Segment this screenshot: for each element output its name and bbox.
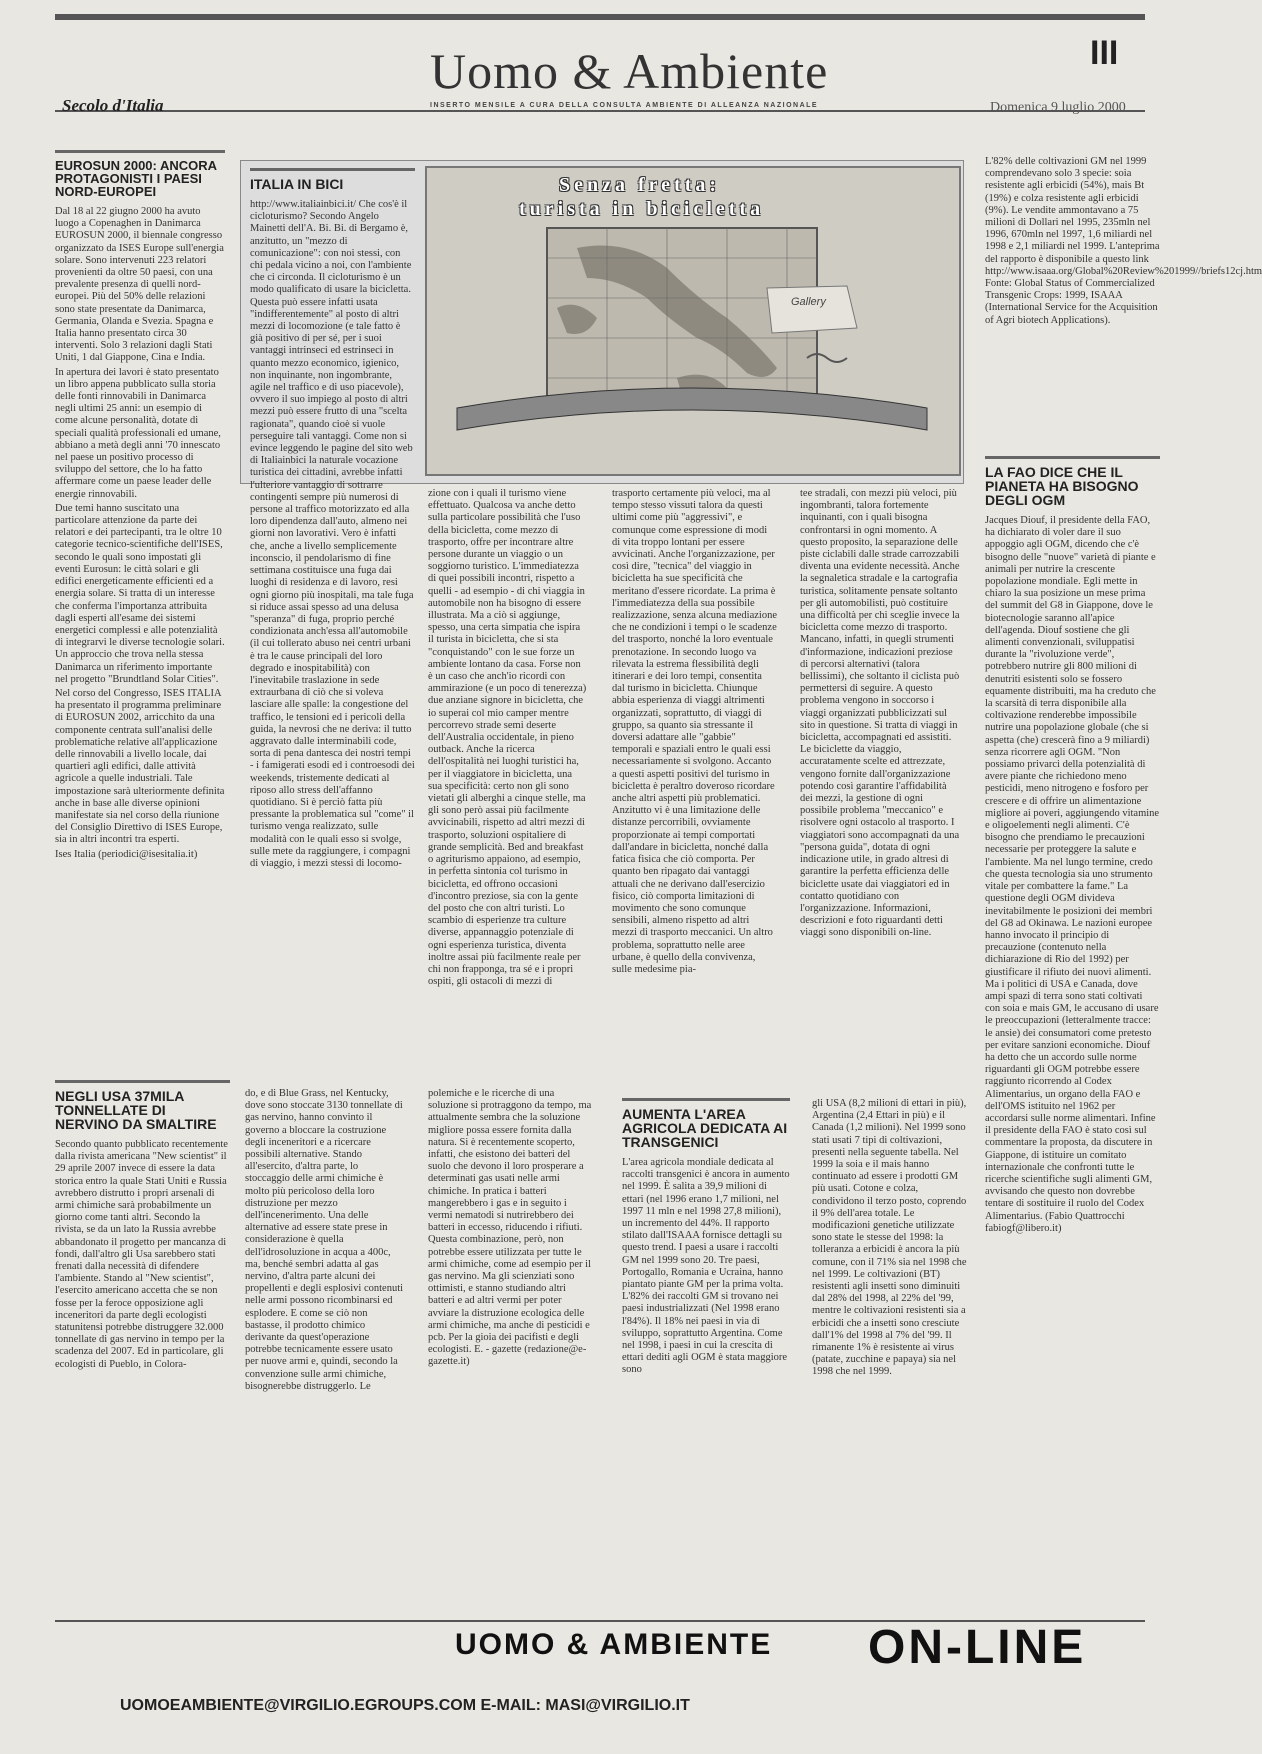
- transgenici-text: L'area agricola mondiale dedicata al raccolti transgenici è ancora in aumento nel 1999. È salita a 39,9 milioni di ettari (nel 1996 erano 1,7 milioni, nel 1997 11 mln e nel 1998 27,8 milioni), un incremento del 44%. Il rapporto stilato dall'ISAAA fornisce dettagli su questo trend. I paesi a usare i raccolti GM nel 1999 sono 20. Tre paesi, Portogallo, Romania e Ucraina, hanno piantato piante GM per la prima volta. L'82% dei raccolti GM si trovano nei paesi industrializzati (Nel 1998 erano l'84%). Il 18% nei paesi in via di sviluppo, soprattutto Argentina. Come nel 1998, i paesi in cui la crescita di ettari dediti agli OGM è stata maggiore sono: [622, 1157, 790, 1376]
- article-rule: [622, 1098, 790, 1101]
- bici-col-1: [250, 168, 415, 1068]
- map-gallery-label: Gallery: [791, 296, 826, 308]
- transgenici-col-1: [622, 1098, 790, 1618]
- bici-text: trasporto certamente più veloci, ma al tempo stesso vissuti talora da questi ultimi come più "aggressivi", e comunque come espressione di modi di vita troppo lontani per essere avvicinati. Anche l'organizzazione, per così dire, "tecnica" del viaggio in bicicletta ha sue specificità che meritano d'essere ricordate. La prima è l'immediatezza della sua possibile realizzazione, senza alcuna mediazione che ne condizioni i tempi o le scadenze del trasporto, nonché la loro eventuale prenotazione. In secondo luogo va rilevata la estrema flessibilità degli itinerari e dei loro tempi, consentita dal turismo in bicicletta. Chiunque abbia esperienza di viaggi altrimenti organizzati, soprattutto, di viaggi di gruppo, sa quanto sia stressante il doversi adattare alle "gabbie" temporali e spaziali entro le quali essi necessariamente si svolgono. Accanto a questi aspetti positivi del turismo in bicicletta è peraltro doveroso ricordare anche altri aspetti più problematici. Anzitutto vi è una limitazione delle distanze percorribili, ovviamente proporzionate ai tempi comportati dall'andare in bicicletta, nonché dalla fatica fisica che ciò comporta. Per quanto ben ripagato dai vantaggi attuali che ne derivano dall'esercizio fisico, ciò comporta limitazioni di movimento che sono comunque sensibili, almeno rispetto ad altri mezzi di trasporto meccanici. Un altro problema, soprattutto nelle aree urbane, è quello della convivenza, sulle medesime pia-: [612, 488, 777, 975]
- bici-col-4: [800, 488, 960, 1048]
- usa-text: Secondo quanto pubblicato recentemente dalla rivista americana "New scientist" il 29 aprile 2007 invece di essere la data storica entro la quale Stati Uniti e Russia avrebbero distrutto i propri arsenali di armi chimiche sarà probabilmente un giorno come tanti altri. Secondo la rivista, se da un lato la Russia avrebbe abbandonato il progetto per mancanza di fondi, dall'altro gli Usa sarebbero stati frenati dalla necessità di difendere l'ambiente. Stando al "New scientist", l'esercito americano accetta che se non fosse per la feroce opposizione agli inceneritori da parte degli ecologisti statunitensi potrebbe distruggere 32.000 tonnellate di gas nervino in tempo per la scadenza del 2007. Ed in particolare, gli ecologisti di Pueblo, in Colora-: [55, 1139, 228, 1370]
- eurosun-paragraph: Dal 18 al 22 giugno 2000 ha avuto luogo a Copenaghen in Danimarca EUROSUN 2000, il biennale congresso organizzato da ISES Europe sull'energia solare. Sono intervenuti 223 relatori provenienti da oltre 50 paesi, con una prevalente presenza di quelli nord-europei. Più del 50% delle relazioni sono state presentate da Danimarca, Germania, Olanda e Svezia. Spagna e Italia hanno presentato circa 30 interventi. Solo 3 relazioni dagli Stati Uniti, 1 dal Giappone, Cina e India.: [55, 206, 224, 364]
- masthead-title: Uomo & Ambiente: [430, 43, 829, 99]
- bici-text: tee stradali, con mezzi più veloci, più ingombranti, talora fortemente inquinanti, con i quali bisogna confrontarsi in ogni momento. A questo proposito, la separazione delle piste ciclabili dalle strade carrozzabili diventa una evidente necessità. Anche la segnaletica stradale e la cartografia turistica, solitamente pensate soltanto per gli automobilisti, può costituire una difficoltà per chi sceglie invece la bicicletta come mezzo di trasporto. Mancano, infatti, in quegli strumenti d'informazione, indicazioni preziose di percorsi alternativi (talora bellissimi), che soltanto il ciclista può permettersi di seguire. A questo problema vengono in soccorso i viaggi organizzati pubblicizzati sul sito in questione. Si tratta di viaggi in bicicletta, accompagnati ed assistiti. Le biciclette da viaggio, accuratamente scelte ed attrezzate, vengono fornite dall'organizzazione potendo così garantire l'affidabilità dei mezzi, la gestione di ogni possibile problema "meccanico" e risolvere ogni ostacolo al trasporto. I viaggiatori sono accompagnati da una "persona guida", dotata di ogni indicazione utile, in grado altresì di garantire la perfetta efficienza delle biciclette usate dai viaggiatori ed in contatto quotidiano con l'organizzazione. Informazioni, descrizioni e foto riguardanti detti viaggi sono disponibili on-line.: [800, 488, 960, 939]
- usa-col-3: [428, 1088, 593, 1618]
- usa-headline: NEGLI USA 37MILA TONNELLATE DI NERVINO DA SMALTIRE: [55, 1088, 217, 1132]
- article-rule: [985, 456, 1160, 459]
- map-title-line1: Senza fretta:: [559, 174, 721, 196]
- usa-text: do, e di Blue Grass, nel Kentucky, dove sono stoccate 3130 tonnellate di gas nervino, hanno convinto il governo a bloccare la costruzione degli inceneritori e a ricercare possibili alternative. Stando all'esercito, d'altra parte, lo stoccaggio delle armi chimiche è molto più pericoloso della loro distruzione per mezzo dell'incenerimento. Una delle alternative ad essere state prese in considerazione è quella dell'idrosoluzione in acqua a 400c, ma, benché sembri adatta al gas nervino, d'altra parte alcuni dei propellenti e degli esplosivi contenuti nelle armi possono ricombinarsi ed esplodere. E come se ciò non bastasse, il prodotto chimico derivante da quest'operazione potrebbe tecnicamente essere usato per nuove armi e, quindi, secondo la convenzione sulle armi chimiche, bisognerebbe distruggerlo. Le: [245, 1088, 404, 1392]
- online-banner-left: UOMO & AMBIENTE: [455, 1628, 773, 1661]
- fao-headline: LA FAO DICE CHE IL PIANETA HA BISOGNO DEGLI OGM: [985, 464, 1139, 508]
- page-number: III: [1090, 34, 1119, 72]
- transgenici-headline: AUMENTA L'AREA AGRICOLA DEDICATA AI TRANSGENICI: [622, 1106, 788, 1150]
- map-title-line2: turista in bicicletta: [519, 198, 765, 220]
- top-rule: [55, 14, 1145, 20]
- eurosun-paragraph: In apertura dei lavori è stato presentato un libro appena pubblicato sulla storia delle fonti rinnovabili in Danimarca negli ultimi 25 anni: un esempio di come alcune personalità, dotate di speciali qualità professionali ed umane, abbiano a metà degli anni '70 innescato nel paese un positivo processo di sviluppo del settore, che lo ha fatto affermare come un paese leader delle energie rinnovabili.: [55, 366, 221, 500]
- eurosun-article: [55, 150, 225, 1070]
- bici-col-3: [612, 488, 777, 1048]
- usa-text: polemiche e le ricerche di una soluzione si protraggono da tempo, ma attualmente sembra che la soluzione migliore possa essere fornita dalla natura. Si è recentemente scoperto, infatti, che esistono dei batteri del suolo che devono il loro prosperare a determinati gas usati nelle armi chimiche. In pratica i batteri mangerebbero i gas e in seguito i vermi nematodi si nutrirebbero dei batteri in eccesso, riducendo i rifiuti. Questa combinazione, però, non potrebbe essere utilizzata per tutte le armi chimiche, come ad esempio per il gas nervino. Ma gli scienziati sono ottimisti, e stanno studiando altri batteri e ad altri vermi per poter avviare la distruzione ecologica delle armi chimiche, ma anche di pesticidi e pcb. Per la gioia dei pacifisti e degli ecologisti. E. - gazette (redazione@e-gazette.it): [428, 1088, 592, 1368]
- issue-date: Domenica 9 luglio 2000: [990, 100, 1126, 115]
- bici-text: zione con i quali il turismo viene effettuato. Qualcosa va anche detto sulla particolare possibilità che l'uso della bicicletta, come mezzo di trasporto, offre per incontrare altre persone durante un viaggio o un soggiorno turistico. L'immediatezza di quei possibili incontri, rispetto a quelli - ad esempio - di chi viaggia in automobile non ha bisogno di essere illustrata. Ma a ciò si aggiunge, spesso, una certa simpatia che ispira il turista in bicicletta, che si sta "conquistando" con le sue forze un ambiente lontano da casa. Forse non è un caso che anch'io ricordi con ammirazione (e un poco di tenerezza) due anziane signore in bicicletta, che io superai col mio camper mentre percorrevo strade semi deserte dell'Australia occidentale, in pieno outback. Anche la ricerca dell'ospitalità nei luoghi turistici ha, per il viaggiatore in bicicletta, una sua specificità: certo non gli sono vietati gli alberghi a cinque stelle, ma gli sono però assai più facilmente avvicinabili, rispetto ad altri mezzi di trasporto, soluzioni ospitaliere di grande semplicità. Bed and breakfast o agriturismo appaiono, ad esempio, in perfetta sintonia col turismo in bicicletta, ed offrono occasioni d'incontro preziose, sia con la gente del posto che con altri turisti. Lo scambio di esperienze tra culture diverse, appannaggio potenziale di ogni esperienza turistica, diventa inoltre assai più facilmente reale per chi non frapponga, tra sé e i propri ospiti, gli ostacoli di mezzi di: [428, 488, 587, 988]
- fao-article: [985, 456, 1160, 1616]
- article-rule: [250, 168, 415, 171]
- gm-stats-text: L'82% delle coltivazioni GM nel 1999 comprendevano solo 3 specie: soia resistente agli erbicidi (54%), mais Bt (19%) e colza resistente agli erbicidi (9%). Le vendite ammontavano a 75 milioni di Dollari nel 1995, 235mln nel 1996, 670mln nel 1997, 1,6 miliardi nel 1998 e 2,1 miliardi nel 1999. L'anteprima del rapporto è disponibile a questo link http://www.isaaa.org/Global%20Review%201999//briefs12cj.htm Fonte: Global Status of Commercialized Transgenic Crops: 1999, ISAAA (International Service for the Acquisition of Agri biotech Applications).: [985, 156, 1262, 326]
- usa-col-2: [245, 1088, 405, 1618]
- eurosun-headline: EUROSUN 2000: ANCORA PROTAGONISTI I PAESI NORD-EUROPEI: [55, 158, 217, 199]
- online-banner-right: ON-LINE: [868, 1621, 1087, 1674]
- bici-text: http://www.italiainbici.it/ Che cos'è il cicloturismo? Secondo Angelo Mainetti dell'A. Bi. Bi. di Bergamo è, anzitutto, un "mezzo di comunicazione": con noi stessi, con chi pedala vicino a noi, con l'ambiente che ci circonda. Il cicloturismo è un modo qualificato di usare la bicicletta. Questa può essere infatti usata "indifferentemente" al posto di altri mezzi di locomozione (e tale fatto è già positivo di per sé, per i suoi vantaggi intrinseci ed estrinseci in quanto mezzo economico, igienico, non inquinante, non ingombrante, agile nel traffico e di uso piacevole), ovvero il suo impiego al posto di altri mezzi può essere frutto di una "scelta ragionata", quando cioè si vuole perseguire tali vantaggi. Come non si evince leggendo le pagine del sito web di Italiainbici la naturale vocazione turistica dei cittadini, avrebbe infatti l'ulteriore vantaggio di sottrarre contingenti sempre più numerosi di persone al traffico motorizzato ed alla loro dipendenza dall'auto, almeno nei giorni non lavorativi. Vero è infatti che, anche a livello semplicemente inconscio, il pendolarismo di fine settimana costituisce una fuga dai luoghi di residenza e di lavoro, resi ogni giorno più inospitali, ma tale fuga si riduce assai spesso ad una delusa "speranza" di fuga, proprio perché condizionata anch'essa all'automobile (il cui tollerato abuso nei centri urbani è tra le cause principali del loro degrado e inospitabilità) con l'inevitabile traslazione in sede extraurbana di ciò che si voleva lasciare alle spalle: la congestione del traffico, le tensioni ed i pericoli della guida, la nevrosi che ne deriva: il tutto aggravato dalle interminabili code, sorta di pena dantesca dei nostri tempi - i famigerati esodi ed i controesodi dei weekends, tristemente dedicati al riposo allo stress dell'affanno quotidiano. Si è perciò fatta più pressante la problematica sul "come" il turismo venga realizzato, sulle modalità con le quali esso si svolge, sulle mete da raggiungere, i compagni di viaggio, i mezzi stessi di locomo-: [250, 199, 415, 869]
- fao-text: Jacques Diouf, il presidente della FAO, ha dichiarato di voler dare il suo appoggio agli OGM, dicendo che c'è bisogno delle "nuove" varietà di piante e animali per nutrire la crescente popolazione mondiale. Egli mette in chiaro la sua posizione un mese prima del summit del G8 in Giappone, dove le biotecnologie saranno all'apice dell'agenda. Diouf sostiene che gli alimenti convenzionali, sviluppatisi durante la "rivoluzione verde", potrebbero nutrire gli 800 milioni di denutriti esistenti solo se fossero equamente distribuiti, ma ha creduto che la scarsità di terra disponibile alla coltivazione renderebbe impossibile nutrire una popolazione globale (che si aspetta (che) crescerà fino a 9 miliardi) senza ricorrere agli OGM. "Non possiamo privarci della potenzialità di avere piante che richiedono meno pesticidi, meno nitrogeno e fosforo per crescere e di offrire un alimentazione migliore ai poveri, aggiungendo vitamine e oligoelementi negli alimenti. C'è bisogno che prendiamo le precauzioni necessarie per proteggere la salute e l'ambiente. Ma nel lungo termine, credo che questa tecnologia sia uno strumento vitale per combattere la fame." La questione degli OGM divideva inevitabilmente le posizioni dei membri del G8 ad Okinawa. Le nazioni europee hanno invocato il principio di precauzione (contenuto nella dichiarazione di Rio del 1992) per giustificare il rifiuto dei nuovi alimenti. Ma i politici di USA e Canada, dove ampi spazi di terra sono stati coltivati con soia e mais GM, le accusano di usare le preoccupazioni (letteralmente tracce: le ansie) dei consumatori come pretesto per evitare sanzioni economiche. Diouf ha detto che un accordo sulle norme riguardanti gli OGM potrebbe essere raggiunto ricorrendo al Codex Alimentarius, un organo della FAO e dell'OMS istituito nel 1962 per accordarsi sulle norme alimentari. Infine il presidente della FAO è stato così sul commentare la proposta, da discutere in Giappone, di istituire un comitato internazionale che confronti tutte le ricerche scientifiche sugli alimenti GM, avvisando che questo non dovrebbe tentare di sostituire il ruolo del Codex Alimentarius. (Fabio Quattrocchi fabiogf@libero.it): [985, 515, 1160, 1234]
- contact-emails: UOMOEAMBIENTE@VIRGILIO.EGROUPS.COM E-MAIL: MASI@VIRGILIO.IT: [120, 1697, 690, 1714]
- eurosun-paragraph: Nel corso del Congresso, ISES ITALIA ha presentato il programma preliminare di EUROSUN 2002, arricchito da una componente centrata sull'analisi delle problematiche relative all'applicazione delle rinnovabili a livello locale, dai quartieri agli edifici, dalle attività agricole a quelle industriali. Tale impostazione sarà ulteriormente definita anche in base alle diverse opinioni manifestate sia nel corso della riunione del Consiglio Direttivo di ISES Europe, sia in altri incontri tra esperti.: [55, 687, 225, 846]
- right-top-text: [985, 156, 1262, 456]
- section-label: Secolo d'Italia: [62, 96, 164, 115]
- eurosun-paragraph: Due temi hanno suscitato una particolare attenzione da parte dei relatori e dei partecipanti, tra le oltre 10 categorie tecnico-scientifiche dell'ISES, secondo le quali sono impostati gli eventi Eurosun: le città solari e gli edifici energeticamente efficienti ed a energia solare. Si tratta di un interesse che conferma l'importanza attribuita dagli esperti all'esame dei sistemi energetici complessi e alle potenzialità di integrarvi le diverse tecnologie solari. Un approccio che trova nella stessa Danimarca un riferimento importante nel progetto "Brundtland Solar Cities".: [55, 502, 225, 685]
- transgenici-col-2: [812, 1098, 972, 1618]
- eurosun-signature: Ises Italia (periodici@isesitalia.it): [55, 848, 198, 860]
- usa-col-1: [55, 1080, 230, 1620]
- map-illustration: [425, 166, 961, 476]
- masthead-tagline: INSERTO MENSILE A CURA DELLA CONSULTA AMBIENTE DI ALLEANZA NAZIONALE: [430, 102, 819, 109]
- article-rule: [55, 1080, 230, 1083]
- transgenici-text: gli USA (8,2 milioni di ettari in più), Argentina (2,4 Ettari in più) e il Canada (1,2 milioni). Nel 1999 sono stati usati 7 tipi di coltivazioni, presenti nella seguente tabella. Nel 1999 la soia e il mais hanno continuato ad essere i prodotti GM più usati. Cotone e colza, condividono il terzo posto, coprendo il 9% dell'area totale. Le modificazioni genetiche utilizzate sono state le stesse del 1998: la tolleranza a erbicidi è ancora la più comune, con il 71% sia nel 1998 che nel 1999. Le coltivazioni (BT) resistenti agli insetti sono diminuiti dal 28% del 1998, al 22% del '99, mentre le coltivazioni resistenti sia a erbicidi che a insetti sono cresciute dall'1% del 1998 al 7% del '99. Il rimanente 1% è resistente ai virus (patate, zucchine e papaya) sia nel 1998 che nel 1999.: [812, 1098, 967, 1378]
- bici-col-2: [428, 488, 588, 1048]
- article-rule: [55, 150, 225, 153]
- bici-headline: ITALIA IN BICI: [250, 176, 344, 192]
